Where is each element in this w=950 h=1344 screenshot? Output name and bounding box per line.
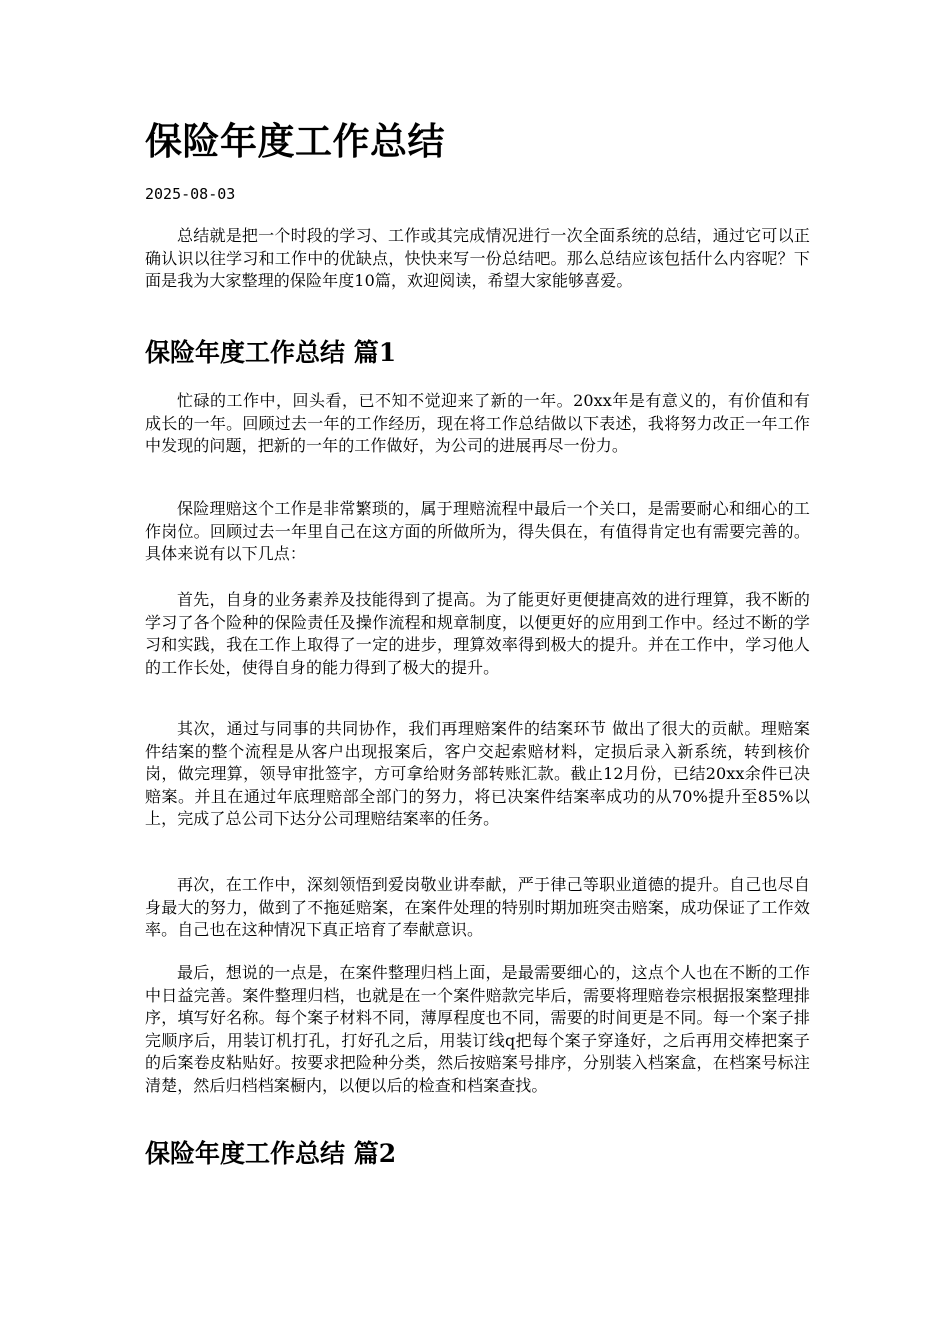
section-1-paragraph-6: 最后，想说的一点是，在案件整理归档上面，是最需要细心的，这点个人也在不断的工作中日益完善。案件整理归档，也就是在一个案件赔款完毕后，需要将理赔卷宗根据报案整理排序，填写好名称。每个案子材料不同，薄厚程度也不同，需要的时间更是不同。每一个案子排完顺序后，用装订机打孔，打好孔之后，用装订线q把每个案子穿逢好，之后再用交棒把案子的后案卷皮粘贴好。按要求把险种分类，然后按赔案号排序，分别装入档案盒，在档案号标注清楚，然后归档档案橱内，以便以后的检查和档案查找。: [145, 963, 810, 1095]
section-1-paragraph-3: 首先，自身的业务素养及技能得到了提高。为了能更好更便捷高效的进行理算，我不断的学习了各个险种的保险责任及操作流程和规章制度，以便更好的应用到工作中。经过不断的学习和实践，我在工作上取得了一定的进步，理算效率得到极大的提升。并在工作中，学习他人的工作长处，使得自身的能力得到了极大的提升。: [145, 590, 810, 677]
section-1-paragraph-1: 忙碌的工作中，回头看，已不知不觉迎来了新的一年。20xx年是有意义的，有价值和有成长的一年。回顾过去一年的工作经历，现在将工作总结做以下表述，我将努力改正一年工作中发现的问题，把新的一年的工作做好，为公司的进展再尽一份力。: [145, 391, 810, 455]
intro-paragraph: 总结就是把一个时段的学习、工作或其完成情况进行一次全面系统的总结，通过它可以正确认识以往学习和工作中的优缺点，快快来写一份总结吧。那么总结应该包括什么内容呢？下面是我为大家整理的保险年度10篇，欢迎阅读，希望大家能够喜爱。: [145, 226, 810, 290]
section-1-paragraph-5: 再次，在工作中，深刻领悟到爱岗敬业讲奉献，严于律己等职业道德的提升。自己也尽自身最大的努力，做到了不拖延赔案，在案件处理的特别时期加班突击赔案，成功保证了工作效率。自己也在这种情况下真正培育了奉献意识。: [145, 875, 810, 939]
document-date: 2025-08-03: [145, 185, 236, 203]
section-heading-1: 保险年度工作总结 篇1: [145, 338, 397, 367]
section-1-paragraph-2: 保险理赔这个工作是非常繁琐的，属于理赔流程中最后一个关口，是需要耐心和细心的工作岗位。回顾过去一年里自己在这方面的所做所为，得失俱在，有值得肯定也有需要完善的。具体来说有以下几点：: [145, 499, 810, 563]
document-title: 保险年度工作总结: [145, 119, 445, 163]
section-1-paragraph-4: 其次，通过与同事的共同协作，我们再理赔案件的结案环节 做出了很大的贡献。理赔案件结案的整个流程是从客户出现报案后，客户交起索赔材料，定损后录入新系统，转到核价岗，做完理算，领导审批签字，方可拿给财务部转账汇款。截止12月份，已结20xx余件已决赔案。并且在通过年底理赔部全部门的努力，将已决案件结案率成功的从70%提升至85%以上，完成了总公司下达分公司理赔结案率的任务。: [145, 719, 810, 828]
section-heading-2: 保险年度工作总结 篇2: [145, 1139, 397, 1168]
